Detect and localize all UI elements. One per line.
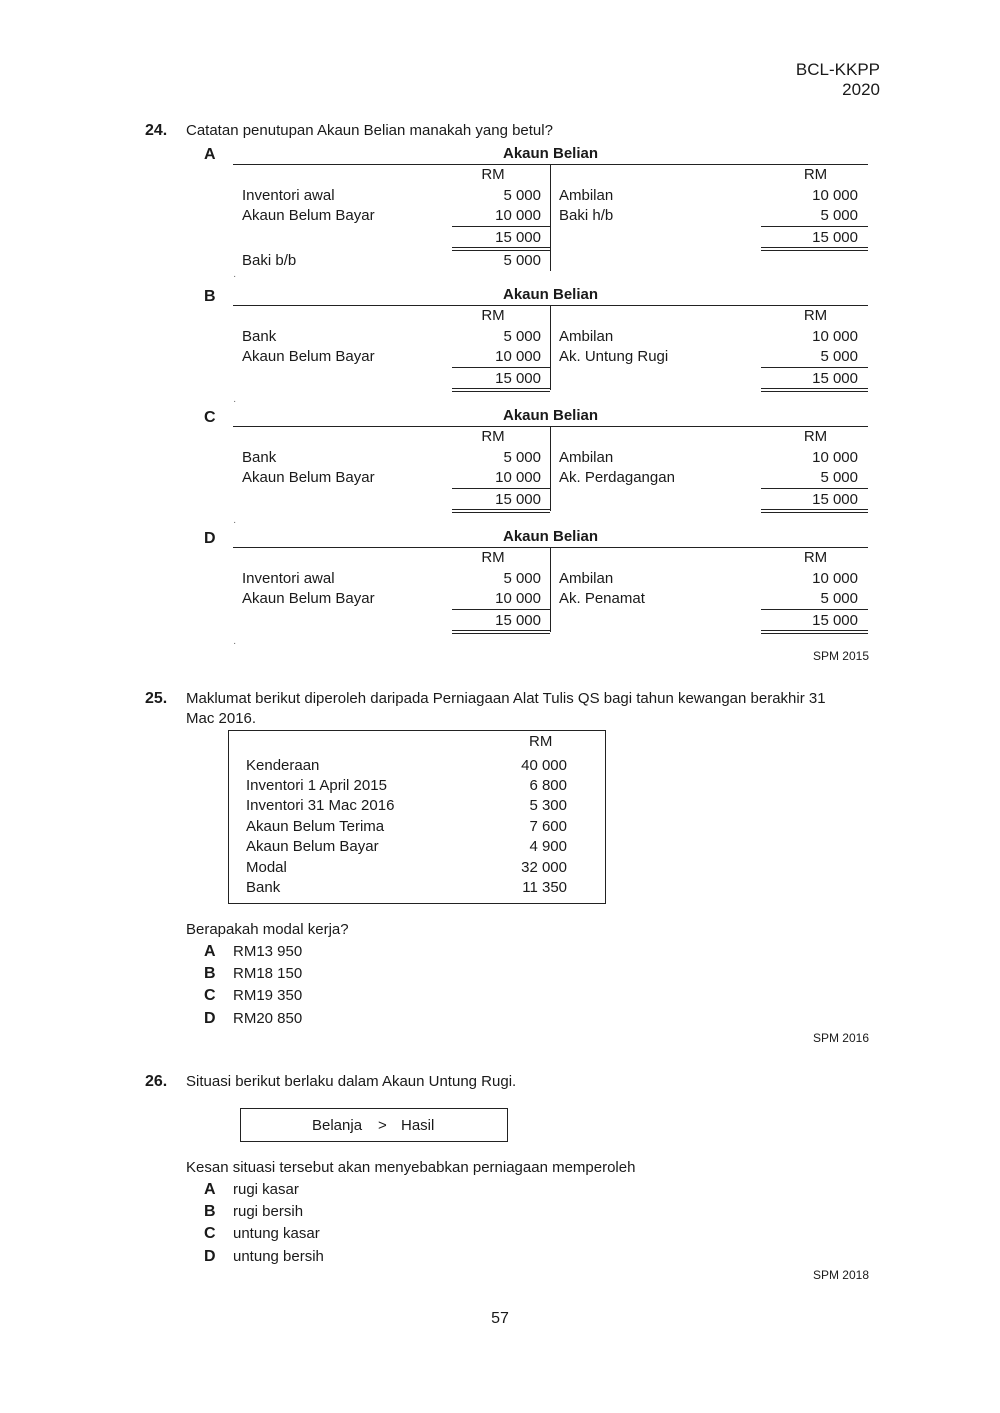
credit-entry-amount: 5 000 bbox=[820, 590, 858, 607]
debit-entry-label: Inventori awal bbox=[242, 570, 335, 587]
table-row-value: 6 800 bbox=[529, 777, 567, 794]
q24-option-b-letter: B bbox=[204, 288, 216, 305]
rm-header-credit: RM bbox=[803, 549, 828, 566]
debit-total: 15 000 bbox=[495, 612, 541, 629]
credit-total: 15 000 bbox=[812, 491, 858, 508]
relation-right-term: Hasil bbox=[401, 1117, 435, 1134]
credit-entry-label: Ambilan bbox=[559, 449, 614, 466]
credit-entry-label: Baki h/b bbox=[559, 207, 614, 224]
q26-option-c-text: untung kasar bbox=[233, 1225, 320, 1242]
subtotal-rule-credit bbox=[761, 367, 868, 368]
question-24-text: Catatan penutupan Akaun Belian manakah yang betul? bbox=[186, 122, 553, 139]
total-double-rule-credit bbox=[761, 509, 868, 513]
debit-entry-label: Bank bbox=[242, 449, 277, 466]
relation-left-term: Belanja bbox=[312, 1117, 363, 1134]
question-26-text: Situasi berikut berlaku dalam Akaun Untung Rugi. bbox=[186, 1073, 517, 1090]
rm-header-debit: RM bbox=[481, 549, 505, 566]
debit-entry-amount: 10 000 bbox=[495, 469, 541, 486]
total-double-rule-debit bbox=[452, 630, 550, 634]
subtotal-rule-credit bbox=[761, 226, 868, 227]
credit-total: 15 000 bbox=[812, 229, 858, 246]
credit-entry-amount: 5 000 bbox=[820, 469, 858, 486]
q26-option-b-text: rugi bersih bbox=[233, 1203, 304, 1220]
credit-entry-amount: 5 000 bbox=[820, 207, 858, 224]
table-row-value: 40 000 bbox=[521, 757, 567, 774]
subtotal-rule-debit bbox=[452, 367, 550, 368]
q24-option-c-letter: C bbox=[204, 409, 216, 426]
rm-header-credit: RM bbox=[803, 307, 828, 324]
question-26-prompt: Kesan situasi tersebut akan menyebabkan perniagaan memperoleh bbox=[186, 1159, 636, 1176]
credit-total: 15 000 bbox=[812, 370, 858, 387]
account-center-rule bbox=[550, 547, 551, 632]
table-row-value: 5 300 bbox=[529, 797, 567, 814]
credit-entry-amount: 10 000 bbox=[812, 449, 858, 466]
q25-option-a-letter: A bbox=[204, 943, 216, 960]
table-row-value: 11 350 bbox=[522, 879, 567, 896]
table-row-value: 7 600 bbox=[529, 818, 567, 835]
balance-brought-down-amount: 5 000 bbox=[503, 252, 541, 269]
debit-total: 15 000 bbox=[495, 491, 541, 508]
table-row-value: 32 000 bbox=[521, 859, 567, 876]
q25-option-c-letter: C bbox=[204, 987, 216, 1004]
account-center-rule bbox=[550, 164, 551, 271]
rm-header-credit: RM bbox=[803, 428, 828, 445]
question-25-number: 25. bbox=[145, 690, 168, 707]
debit-entry-label: Inventori awal bbox=[242, 187, 335, 204]
question-26-number: 26. bbox=[145, 1073, 168, 1090]
question-25-text-line2: Mac 2016. bbox=[186, 710, 257, 727]
debit-entry-amount: 10 000 bbox=[495, 590, 541, 607]
table-row-label: Akaun Belum Terima bbox=[246, 818, 385, 835]
account-center-rule bbox=[550, 305, 551, 390]
credit-entry-label: Ak. Untung Rugi bbox=[559, 348, 669, 365]
rm-header-debit: RM bbox=[481, 428, 505, 445]
credit-entry-label: Ambilan bbox=[559, 328, 614, 345]
table-row-label: Bank bbox=[246, 879, 281, 896]
q25-option-c-text: RM19 350 bbox=[233, 987, 303, 1004]
q26-option-b-letter: B bbox=[204, 1203, 216, 1220]
total-double-rule-debit bbox=[452, 509, 550, 513]
table-header-rm: RM bbox=[529, 733, 553, 750]
question-24-number: 24. bbox=[145, 122, 168, 139]
header-code: BCL-KKPP 2020 bbox=[795, 60, 880, 99]
account-center-rule bbox=[550, 426, 551, 511]
subtotal-rule-credit bbox=[761, 488, 868, 489]
q25-option-b-letter: B bbox=[204, 965, 216, 982]
debit-entry-label: Akaun Belum Bayar bbox=[242, 348, 375, 365]
credit-entry-amount: 10 000 bbox=[812, 570, 858, 587]
credit-entry-amount: 5 000 bbox=[820, 348, 858, 365]
balance-brought-down-label: Baki b/b bbox=[242, 252, 297, 269]
q26-option-c-letter: C bbox=[204, 1225, 216, 1242]
q24-option-c-account bbox=[233, 407, 868, 528]
subtotal-rule-debit bbox=[452, 226, 550, 227]
table-row-label: Inventori 1 April 2015 bbox=[246, 777, 387, 794]
greater-than-symbol: > bbox=[378, 1117, 387, 1134]
debit-entry-amount: 5 000 bbox=[503, 570, 541, 587]
question-25-prompt: Berapakah modal kerja? bbox=[186, 921, 349, 938]
table-row-label: Kenderaan bbox=[246, 757, 320, 774]
rm-header-credit: RM bbox=[803, 166, 828, 183]
subtotal-rule-debit bbox=[452, 488, 550, 489]
rm-header-debit: RM bbox=[481, 166, 505, 183]
q25-data-table bbox=[228, 730, 606, 904]
credit-entry-label: Ak. Perdagangan bbox=[559, 469, 675, 486]
dot-mark: · bbox=[233, 396, 237, 407]
debit-entry-label: Akaun Belum Bayar bbox=[242, 590, 375, 607]
q24-option-a-letter: A bbox=[204, 146, 216, 163]
account-title: Akaun Belian bbox=[502, 407, 599, 424]
account-title: Akaun Belian bbox=[502, 528, 599, 545]
total-double-rule-debit bbox=[452, 388, 550, 392]
q26-option-d-text: untung bersih bbox=[233, 1248, 324, 1265]
q25-option-d-letter: D bbox=[204, 1010, 216, 1027]
credit-entry-label: Ak. Penamat bbox=[559, 590, 645, 607]
q26-relation-box bbox=[240, 1108, 508, 1142]
total-double-rule-credit bbox=[761, 247, 868, 251]
credit-entry-amount: 10 000 bbox=[812, 187, 858, 204]
debit-entry-amount: 10 000 bbox=[495, 348, 541, 365]
q24-option-d-letter: D bbox=[204, 530, 216, 547]
q25-option-a-text: RM13 950 bbox=[233, 943, 303, 960]
debit-entry-amount: 5 000 bbox=[503, 187, 541, 204]
subtotal-rule-credit bbox=[761, 609, 868, 610]
total-double-rule-debit bbox=[452, 247, 550, 251]
q26-option-a-letter: A bbox=[204, 1181, 216, 1198]
account-title: Akaun Belian bbox=[502, 286, 599, 303]
q26-option-d-letter: D bbox=[204, 1248, 216, 1265]
q25-option-b-text: RM18 150 bbox=[233, 965, 303, 982]
debit-entry-label: Bank bbox=[242, 328, 277, 345]
q24-source: SPM 2015 bbox=[812, 649, 869, 663]
q26-source: SPM 2018 bbox=[812, 1268, 869, 1282]
q25-option-d-text: RM20 850 bbox=[233, 1010, 303, 1027]
rm-header-debit: RM bbox=[481, 307, 505, 324]
q24-option-d-account bbox=[233, 528, 868, 648]
dot-mark: · bbox=[233, 271, 237, 282]
debit-entry-amount: 5 000 bbox=[503, 328, 541, 345]
page-number: 57 bbox=[491, 1310, 509, 1327]
q24-option-a-account bbox=[233, 145, 868, 282]
q25-source: SPM 2016 bbox=[812, 1031, 869, 1045]
table-row-value: 4 900 bbox=[529, 838, 567, 855]
dot-mark: · bbox=[233, 638, 237, 649]
total-double-rule-credit bbox=[761, 388, 868, 392]
credit-entry-label: Ambilan bbox=[559, 187, 614, 204]
debit-entry-label: Akaun Belum Bayar bbox=[242, 469, 375, 486]
debit-total: 15 000 bbox=[495, 370, 541, 387]
account-title: Akaun Belian bbox=[502, 145, 599, 162]
debit-entry-label: Akaun Belum Bayar bbox=[242, 207, 375, 224]
subtotal-rule-debit bbox=[452, 609, 550, 610]
q24-option-b-account bbox=[233, 286, 868, 407]
q26-option-a-text: rugi kasar bbox=[233, 1181, 299, 1198]
table-row-label: Inventori 31 Mac 2016 bbox=[246, 797, 395, 814]
question-25-text-line1: Maklumat berikut diperoleh daripada Perniagaan Alat Tulis QS bagi tahun kewangan berakhir 31 bbox=[186, 690, 826, 707]
total-double-rule-credit bbox=[761, 630, 868, 634]
credit-entry-label: Ambilan bbox=[559, 570, 614, 587]
credit-total: 15 000 bbox=[812, 612, 858, 629]
debit-entry-amount: 10 000 bbox=[495, 207, 541, 224]
debit-entry-amount: 5 000 bbox=[503, 449, 541, 466]
debit-total: 15 000 bbox=[495, 229, 541, 246]
table-row-label: Modal bbox=[246, 859, 287, 876]
credit-entry-amount: 10 000 bbox=[812, 328, 858, 345]
dot-mark: · bbox=[233, 517, 237, 528]
table-row-label: Akaun Belum Bayar bbox=[246, 838, 379, 855]
